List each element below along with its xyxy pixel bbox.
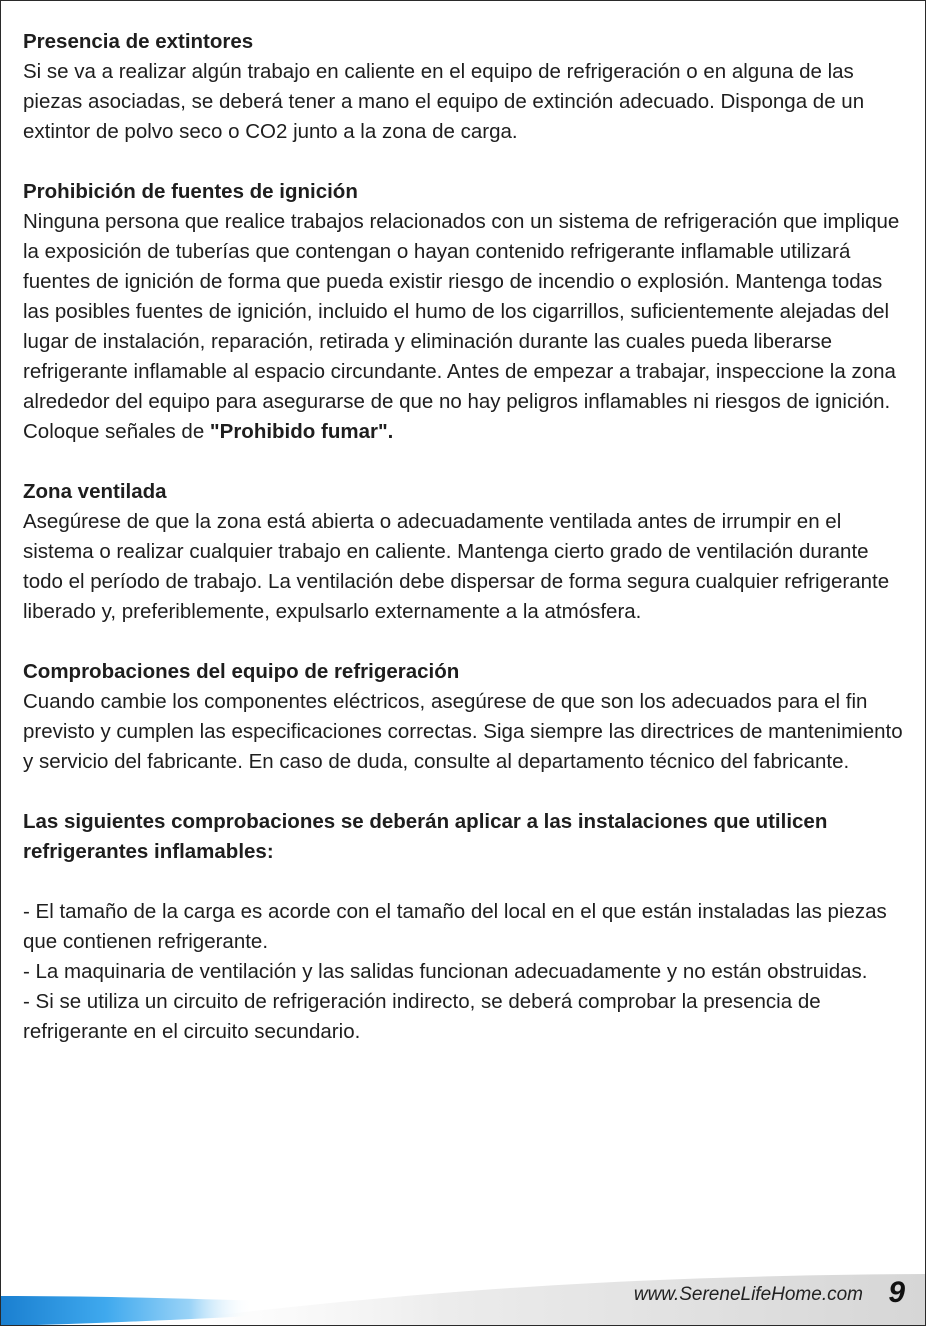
checks-list (23, 897, 913, 1047)
section-heading: Las siguientes comprobaciones se deberán aplicar a las instalaciones que utilicen refrigerantes inflamables: (23, 810, 828, 863)
section-text: Cuando cambie los componentes eléctricos, asegúrese de que son los adecuados para el fin previsto y cumplen las especificaciones correctas. Siga siempre las directrices de mantenimiento y servicio del fabricante. En caso de duda, consulte al departamento técnico del fabricante. (23, 690, 903, 773)
list-item: - Si se utiliza un circuito de refrigeración indirecto, se deberá comprobar la presencia de refrigerante en el circuito secundario. (23, 990, 821, 1043)
section-extinguishers (23, 27, 913, 147)
no-smoking-sign-text: "Prohibido fumar". (209, 420, 394, 443)
page-content (23, 27, 913, 1077)
section-text (23, 207, 913, 447)
section-text-body: Ninguna persona que realice trabajos relacionados con un sistema de refrigeración que implique la exposición de tuberías que contengan o hayan contenido refrigerante inflamable utilizará fuentes de ignición de forma que pueda existir riesgo de incendio o explosión. Mantenga todas las posibles fuentes de ignición, incluido el humo de los cigarrillos, suficientemente alejadas del lugar de instalación, reparación, retirada y eliminación durante las cuales pueda liberarse refrigerante inflamable al espacio circundante. Antes de empezar a trabajar, inspeccione la zona alrededor del equipo para asegurarse de que no hay peligros inflamables ni riesgos de ignición. Coloque señales de (23, 210, 900, 443)
section-heading: Comprobaciones del equipo de refrigeración (23, 660, 460, 683)
section-heading: Zona ventilada (23, 480, 167, 503)
section-ventilated-area (23, 477, 913, 627)
section-flammable-checks (23, 807, 913, 867)
list-item: - La maquinaria de ventilación y las salidas funcionan adecuadamente y no están obstruidas. (23, 960, 868, 983)
list-item: - El tamaño de la carga es acorde con el tamaño del local en el que están instaladas las piezas que contienen refrigerante. (23, 900, 887, 953)
page-number: 9 (888, 1276, 905, 1309)
section-heading: Prohibición de fuentes de ignición (23, 180, 358, 203)
website-url[interactable]: www.SereneLifeHome.com (633, 1284, 863, 1305)
section-text: Si se va a realizar algún trabajo en caliente en el equipo de refrigeración o en alguna de las piezas asociadas, se deberá tener a mano el equipo de extinción adecuado. Disponga de un extintor de polvo seco o CO2 junto a la zona de carga. (23, 60, 865, 143)
section-text: Asegúrese de que la zona está abierta o adecuadamente ventilada antes de irrumpir en el sistema o realizar cualquier trabajo en caliente. Mantenga cierto grado de ventilación durante todo el período de trabajo. La ventilación debe dispersar de forma segura cualquier refrigerante liberado y, preferiblemente, expulsarlo externamente a la atmósfera. (23, 510, 890, 623)
page-footer (1, 1266, 925, 1326)
section-ignition-sources (23, 177, 913, 447)
section-heading: Presencia de extintores (23, 30, 254, 53)
section-refrigeration-checks (23, 657, 913, 777)
